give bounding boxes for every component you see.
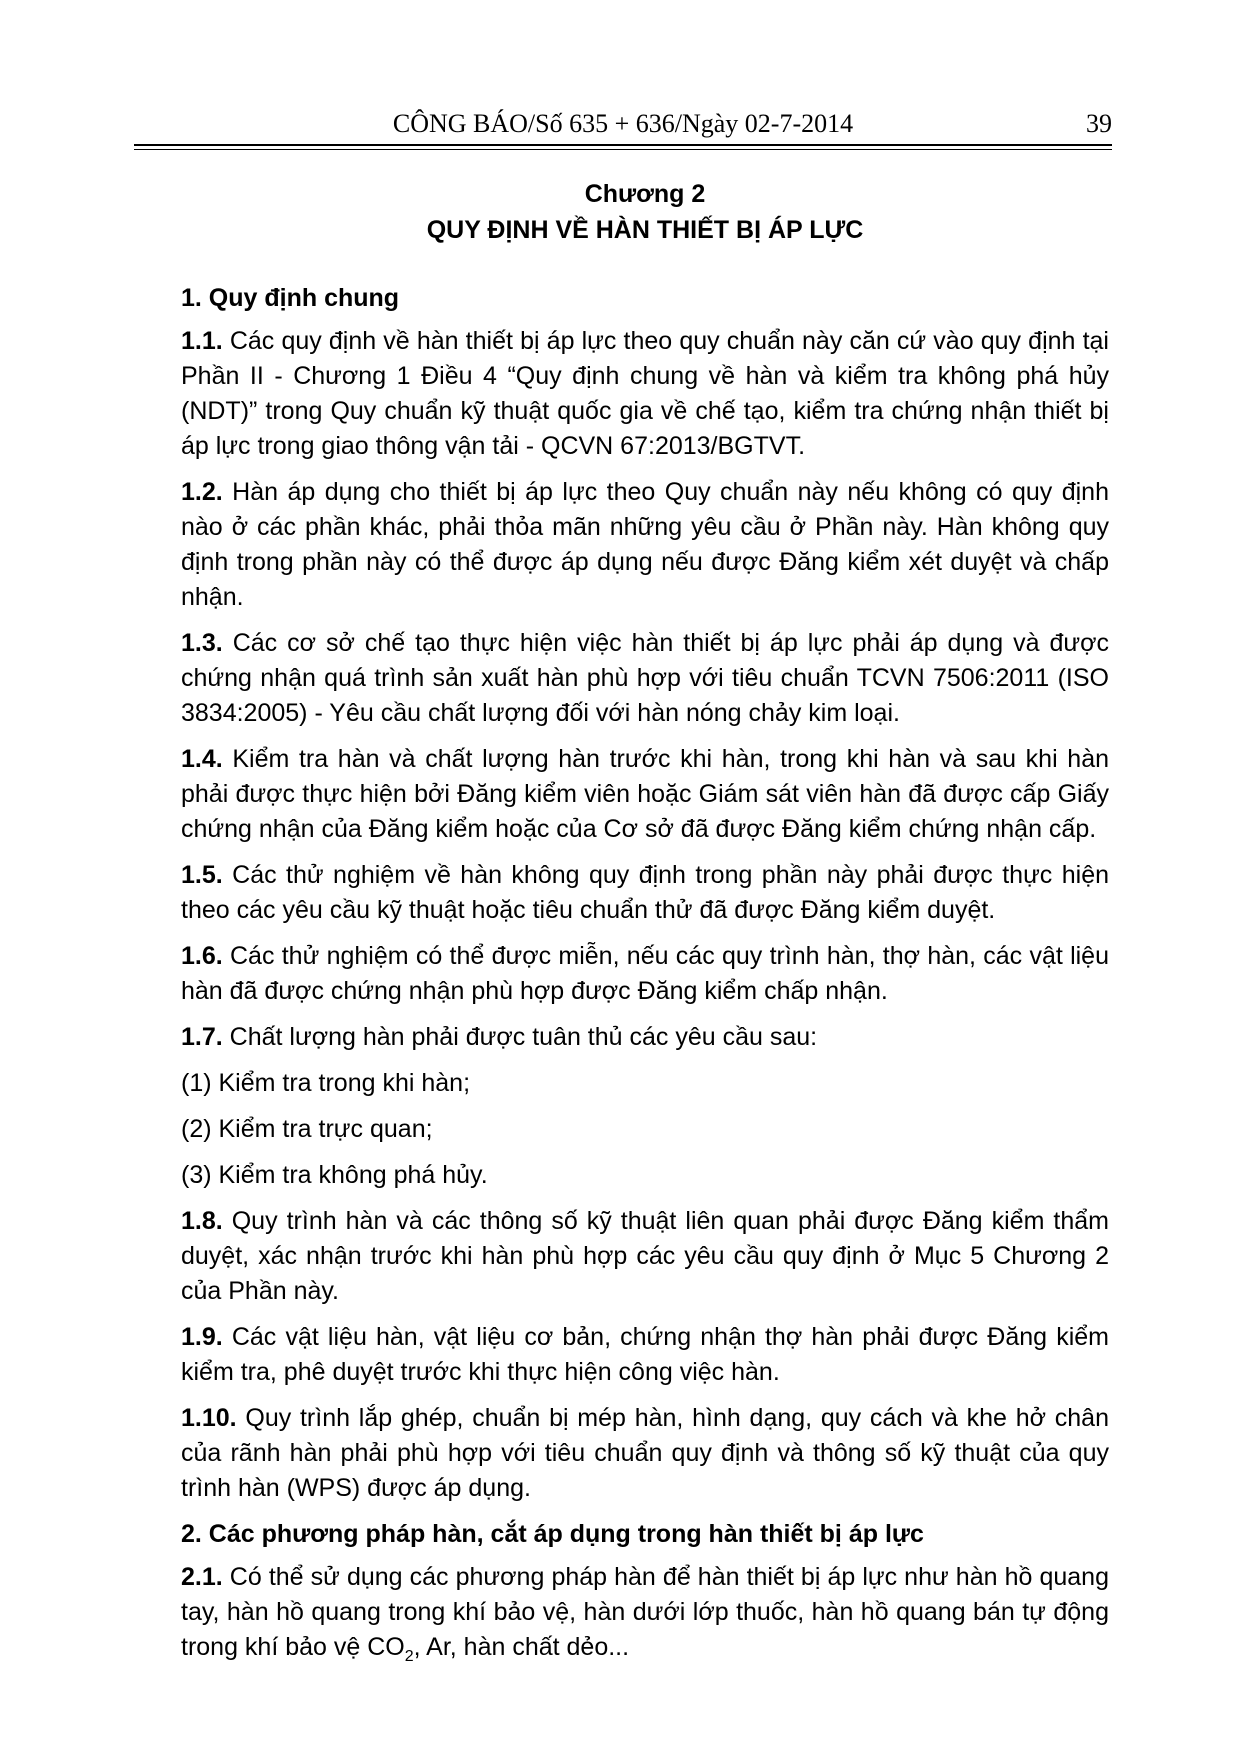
section-1-paragraphs	[181, 324, 1109, 1506]
paragraph-1-2	[181, 475, 1109, 615]
paragraph-text: Các thử nghiệm có thể được miễn, nếu các quy trình hàn, thợ hàn, các vật liệu hàn đã được chứng nhận phù hợp được Đăng kiểm chấp nhận.	[181, 942, 1109, 1005]
paragraph-text: Có thể sử dụng các phương pháp hàn để hàn thiết bị áp lực như hàn hồ quang tay, hàn hồ quang trong khí bảo vệ, hàn dưới lớp thuốc, hàn hồ quang bán tự động trong khí bảo vệ CO	[181, 1563, 1109, 1661]
section-heading-2: 2. Các phương pháp hàn, cắt áp dụng trong hàn thiết bị áp lực	[181, 1520, 924, 1548]
paragraph-1-5	[181, 858, 1109, 928]
subscript-text: 2	[404, 1648, 414, 1665]
chapter-label: Chương 2	[584, 180, 706, 208]
paragraph-number: 1.4.	[181, 745, 223, 773]
paragraph-1-6	[181, 939, 1109, 1009]
paragraph-1-4	[181, 742, 1109, 847]
paragraph-2-1	[181, 1560, 1109, 1665]
paragraph-1-9	[181, 1320, 1109, 1390]
paragraph-number: 1.5.	[181, 861, 223, 889]
running-header	[134, 108, 1112, 140]
paragraph-text: Các vật liệu hàn, vật liệu cơ bản, chứng nhận thợ hàn phải được Đăng kiểm kiểm tra, phê duyệt trước khi thực hiện công việc hàn.	[181, 1323, 1109, 1386]
paragraph-1-1	[181, 324, 1109, 464]
paragraph-text: Các quy định về hàn thiết bị áp lực theo quy chuẩn này căn cứ vào quy định tại Phần II - Chương 1 Điều 4 “Quy định chung về hàn và kiểm tra không phá hủy (NDT)” trong Quy chuẩn kỹ thuật quốc gia về chế tạo, kiểm tra chứng nhận thiết bị áp lực trong giao thông vận tải - QCVN 67:2013/BGTVT.	[181, 327, 1109, 460]
paragraph-text: Các cơ sở chế tạo thực hiện việc hàn thiết bị áp lực phải áp dụng và được chứng nhận quá trình sản xuất hàn phù hợp với tiêu chuẩn TCVN 7506:2011 (ISO 3834:2005) - Yêu cầu chất lượng đối với hàn nóng chảy kim loại.	[181, 629, 1110, 727]
list-item: (2) Kiểm tra trực quan;	[181, 1115, 433, 1143]
list-item: (3) Kiểm tra không phá hủy.	[181, 1161, 488, 1189]
paragraph-1-8	[181, 1204, 1109, 1309]
paragraph-number: 1.6.	[181, 942, 223, 970]
paragraph-number: 1.7.	[181, 1023, 223, 1051]
paragraph-1-10	[181, 1401, 1109, 1506]
section-heading-1: 1. Quy định chung	[181, 284, 400, 312]
paragraph-text: Các thử nghiệm về hàn không quy định trong phần này phải được thực hiện theo các yêu cầu kỹ thuật hoặc tiêu chuẩn thử đã được Đăng kiểm duyệt.	[181, 861, 1110, 924]
paragraph-number: 1.2.	[181, 478, 223, 506]
header-rule-thin	[134, 149, 1112, 150]
paragraph-1-3	[181, 626, 1109, 731]
running-title: CÔNG BÁO/Số 635 + 636/Ngày 02-7-2014	[392, 109, 854, 138]
list-item: (1) Kiểm tra trong khi hàn;	[181, 1069, 471, 1097]
paragraph-text-end: , Ar, hàn chất dẻo...	[413, 1633, 630, 1661]
paragraph-1-7	[181, 1020, 1109, 1055]
page-body	[181, 176, 1109, 1676]
paragraph-text: Hàn áp dụng cho thiết bị áp lực theo Quy chuẩn này nếu không có quy định nào ở các phần khác, phải thỏa mãn những yêu cầu ở Phần này. Hàn không quy định trong phần này có thể được áp dụng nếu được Đăng kiểm xét duyệt và chấp nhận.	[181, 478, 1109, 611]
paragraph-number: 1.8.	[181, 1207, 223, 1235]
paragraph-text: Quy trình hàn và các thông số kỹ thuật liên quan phải được Đăng kiểm thẩm duyệt, xác nhận trước khi hàn phù hợp các yêu cầu quy định ở Mục 5 Chương 2 của Phần này.	[181, 1207, 1109, 1305]
paragraph-number: 1.3.	[181, 629, 223, 657]
chapter-title: QUY ĐỊNH VỀ HÀN THIẾT BỊ ÁP LỰC	[426, 216, 864, 244]
paragraph-number: 1.10.	[181, 1404, 237, 1432]
header-rule-thick	[134, 144, 1112, 146]
paragraph-number: 2.1.	[181, 1563, 223, 1591]
paragraph-text: Chất lượng hàn phải được tuân thủ các yêu cầu sau:	[229, 1023, 818, 1051]
paragraph-text: Kiểm tra hàn và chất lượng hàn trước khi hàn, trong khi hàn và sau khi hàn phải được thực hiện bởi Đăng kiểm viên hoặc Giám sát viên hàn đã được cấp Giấy chứng nhận của Đăng kiểm hoặc của Cơ sở đã được Đăng kiểm chứng nhận cấp.	[181, 745, 1109, 843]
page-number: 39	[1086, 109, 1112, 138]
paragraph-number: 1.9.	[181, 1323, 223, 1351]
paragraph-number: 1.1.	[181, 327, 223, 355]
paragraph-text: Quy trình lắp ghép, chuẩn bị mép hàn, hình dạng, quy cách và khe hở chân của rãnh hàn phải phù hợp với tiêu chuẩn quy định và thông số kỹ thuật của quy trình hàn (WPS) được áp dụng.	[181, 1404, 1109, 1502]
